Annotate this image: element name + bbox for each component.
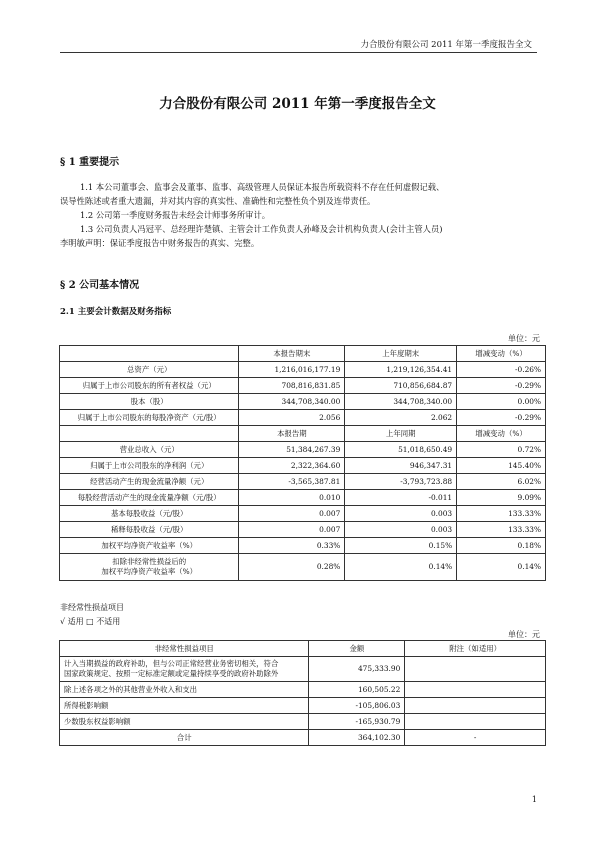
para-1-3-line1: 1.3 公司负责人冯冠平、总经理许楚镇、主管会计工作负责人孙峰及会计机构负责人(会计主管人员) xyxy=(80,224,443,234)
table-cell-value: 0.18% xyxy=(457,538,546,554)
table-cell-note xyxy=(405,657,546,682)
table-row xyxy=(60,714,546,730)
table-cell-label: 除上述各项之外的其他营业外收入和支出 xyxy=(60,682,309,698)
table-row xyxy=(60,362,546,378)
table-cell-value: 710,856,684.87 xyxy=(345,378,457,394)
table-header-row xyxy=(60,641,546,657)
table-row xyxy=(60,490,546,506)
table-cell-amount: 475,333.90 xyxy=(309,657,405,682)
table-row xyxy=(60,506,546,522)
para-1-2: 1.2 公司第一季度财务报告未经会计师事务所审计。 xyxy=(80,210,271,220)
table-header-cell: 附注（如适用） xyxy=(405,641,546,657)
table-header-cell: 上年同期 xyxy=(345,426,457,442)
table-cell-value: -3,793,723.88 xyxy=(345,474,457,490)
table-cell-note xyxy=(405,698,546,714)
page-number: 1 xyxy=(531,795,537,804)
table-cell-label: 总资产（元） xyxy=(60,362,239,378)
table-cell-value: 0.007 xyxy=(239,506,345,522)
table-cell-note xyxy=(405,682,546,698)
document-title: 力合股份有限公司 2011 年第一季度报告全文 xyxy=(159,96,436,112)
table-header-row xyxy=(60,346,546,362)
table-header-cell xyxy=(60,426,239,442)
table-cell-value: 2.062 xyxy=(345,410,457,426)
table-cell-value: 6.02% xyxy=(457,474,546,490)
table-header-cell: 增减变动（%） xyxy=(457,346,546,362)
table-row xyxy=(60,474,546,490)
table-cell-label: 归属于上市公司股东的每股净资产（元/股） xyxy=(60,410,239,426)
table-cell-amount: -165,930.79 xyxy=(309,714,405,730)
table-cell-value: 0.003 xyxy=(345,522,457,538)
table-cell-label: 股本（股） xyxy=(60,394,239,410)
table-cell-label: 所得税影响额 xyxy=(60,698,309,714)
section2-heading: § 2 公司基本情况 xyxy=(60,280,140,291)
table-cell-value: 0.00% xyxy=(457,394,546,410)
table-row xyxy=(60,442,546,458)
unit-label-table1: 单位：元 xyxy=(508,334,540,343)
nonrecurring-table xyxy=(59,640,546,746)
nonrecurring-title: 非经常性损益项目 xyxy=(60,603,124,612)
cell-line: 国家政策规定、按照一定标准定额或定量持续享受的政府补助除外 xyxy=(64,669,279,678)
unit-label-table2: 单位：元 xyxy=(508,630,540,639)
table-header-cell: 上年度期末 xyxy=(345,346,457,362)
table-cell-label: 经营活动产生的现金流量净额（元） xyxy=(60,474,239,490)
table-total-row xyxy=(60,730,546,746)
para-1-1-line1: 1.1 本公司董事会、监事会及董事、监事、高级管理人员保证本报告所载资料不存在任何虚假记载、 xyxy=(80,182,445,192)
cell-line: 扣除非经常性损益后的 xyxy=(112,557,187,566)
table-cell-label: 少数股东权益影响额 xyxy=(60,714,309,730)
table-cell-value: 145.40% xyxy=(457,458,546,474)
total-label: 合计 xyxy=(60,730,309,746)
table-cell-value: 0.72% xyxy=(457,442,546,458)
table-cell-label xyxy=(60,554,239,581)
total-note: - xyxy=(405,730,546,746)
table-row xyxy=(60,538,546,554)
table-row xyxy=(60,682,546,698)
table-cell-value: 133.33% xyxy=(457,522,546,538)
table-cell-amount: -105,806.03 xyxy=(309,698,405,714)
table-cell-value: -3,565,387.81 xyxy=(239,474,345,490)
table-cell-value: -0.29% xyxy=(457,410,546,426)
table-cell-value: 708,816,831.85 xyxy=(239,378,345,394)
table-cell-value: 1,219,126,354.41 xyxy=(345,362,457,378)
table-cell-value: 0.010 xyxy=(239,490,345,506)
table-row xyxy=(60,458,546,474)
table-cell-value: 344,708,340.00 xyxy=(345,394,457,410)
header-rule xyxy=(60,52,537,53)
table-cell-value: 0.14% xyxy=(457,554,546,581)
table-row xyxy=(60,698,546,714)
table-cell-label: 营业总收入（元） xyxy=(60,442,239,458)
table-cell-value: 9.09% xyxy=(457,490,546,506)
table-cell-value: 0.15% xyxy=(345,538,457,554)
table-cell-value: 946,347.31 xyxy=(345,458,457,474)
cell-line: 计入当期损益的政府补助，但与公司正常经营业务密切相关，符合 xyxy=(64,659,279,668)
table-cell-value: 51,018,650.49 xyxy=(345,442,457,458)
table-header-cell: 非经常性损益项目 xyxy=(60,641,309,657)
table-row xyxy=(60,378,546,394)
table-row xyxy=(60,657,546,682)
table-cell-label: 基本每股收益（元/股） xyxy=(60,506,239,522)
table-cell-value: -0.26% xyxy=(457,362,546,378)
table-cell-value: 51,384,267.39 xyxy=(239,442,345,458)
table-header-cell: 本报告期末 xyxy=(239,346,345,362)
table-cell-value: 0.003 xyxy=(345,506,457,522)
key-financials-table xyxy=(59,345,546,581)
table-row xyxy=(60,394,546,410)
section1-heading: § 1 重要提示 xyxy=(60,157,120,168)
table-cell-value: 133.33% xyxy=(457,506,546,522)
section1-paragraphs xyxy=(60,180,545,250)
para-1-1-line2: 误导性陈述或者重大遗漏，并对其内容的真实性、准确性和完整性负个别及连带责任。 xyxy=(60,196,376,206)
subsection-2-1-heading: 2.1 主要会计数据及财务指标 xyxy=(60,307,172,317)
para-1-3-line2: 李明敏声明：保证季度报告中财务报告的真实、完整。 xyxy=(60,238,260,248)
table-cell-label: 稀释每股收益（元/股） xyxy=(60,522,239,538)
table-header-cell xyxy=(60,346,239,362)
total-amount: 364,102.30 xyxy=(309,730,405,746)
table-cell-label: 归属于上市公司股东的所有者权益（元） xyxy=(60,378,239,394)
table-cell-value: 344,708,340.00 xyxy=(239,394,345,410)
table-cell-value: -0.29% xyxy=(457,378,546,394)
table-cell-note xyxy=(405,714,546,730)
table-header-row xyxy=(60,426,546,442)
table-cell-label: 加权平均净资产收益率（%） xyxy=(60,538,239,554)
applicable-checkbox-line: √ 适用 □ 不适用 xyxy=(60,617,121,626)
table-cell-value: 2,322,364.60 xyxy=(239,458,345,474)
table-row xyxy=(60,522,546,538)
table-cell-value: 2.056 xyxy=(239,410,345,426)
cell-line: 加权平均净资产收益率（%） xyxy=(101,567,198,576)
table-cell-label xyxy=(60,657,309,682)
table-header-cell: 金额 xyxy=(309,641,405,657)
table-header-cell: 本报告期 xyxy=(239,426,345,442)
running-header: 力合股份有限公司 2011 年第一季度报告全文 xyxy=(360,40,532,50)
table-cell-label: 每股经营活动产生的现金流量净额（元/股） xyxy=(60,490,239,506)
table-cell-value: 0.14% xyxy=(345,554,457,581)
table-header-cell: 增减变动（%） xyxy=(457,426,546,442)
table-cell-value: 1,216,016,177.19 xyxy=(239,362,345,378)
table-row xyxy=(60,554,546,581)
table-row xyxy=(60,410,546,426)
table-cell-value: 0.28% xyxy=(239,554,345,581)
table-cell-value: 0.007 xyxy=(239,522,345,538)
table-cell-value: -0.011 xyxy=(345,490,457,506)
table-cell-label: 归属于上市公司股东的净利润（元） xyxy=(60,458,239,474)
table-cell-amount: 160,505.22 xyxy=(309,682,405,698)
table-cell-value: 0.33% xyxy=(239,538,345,554)
